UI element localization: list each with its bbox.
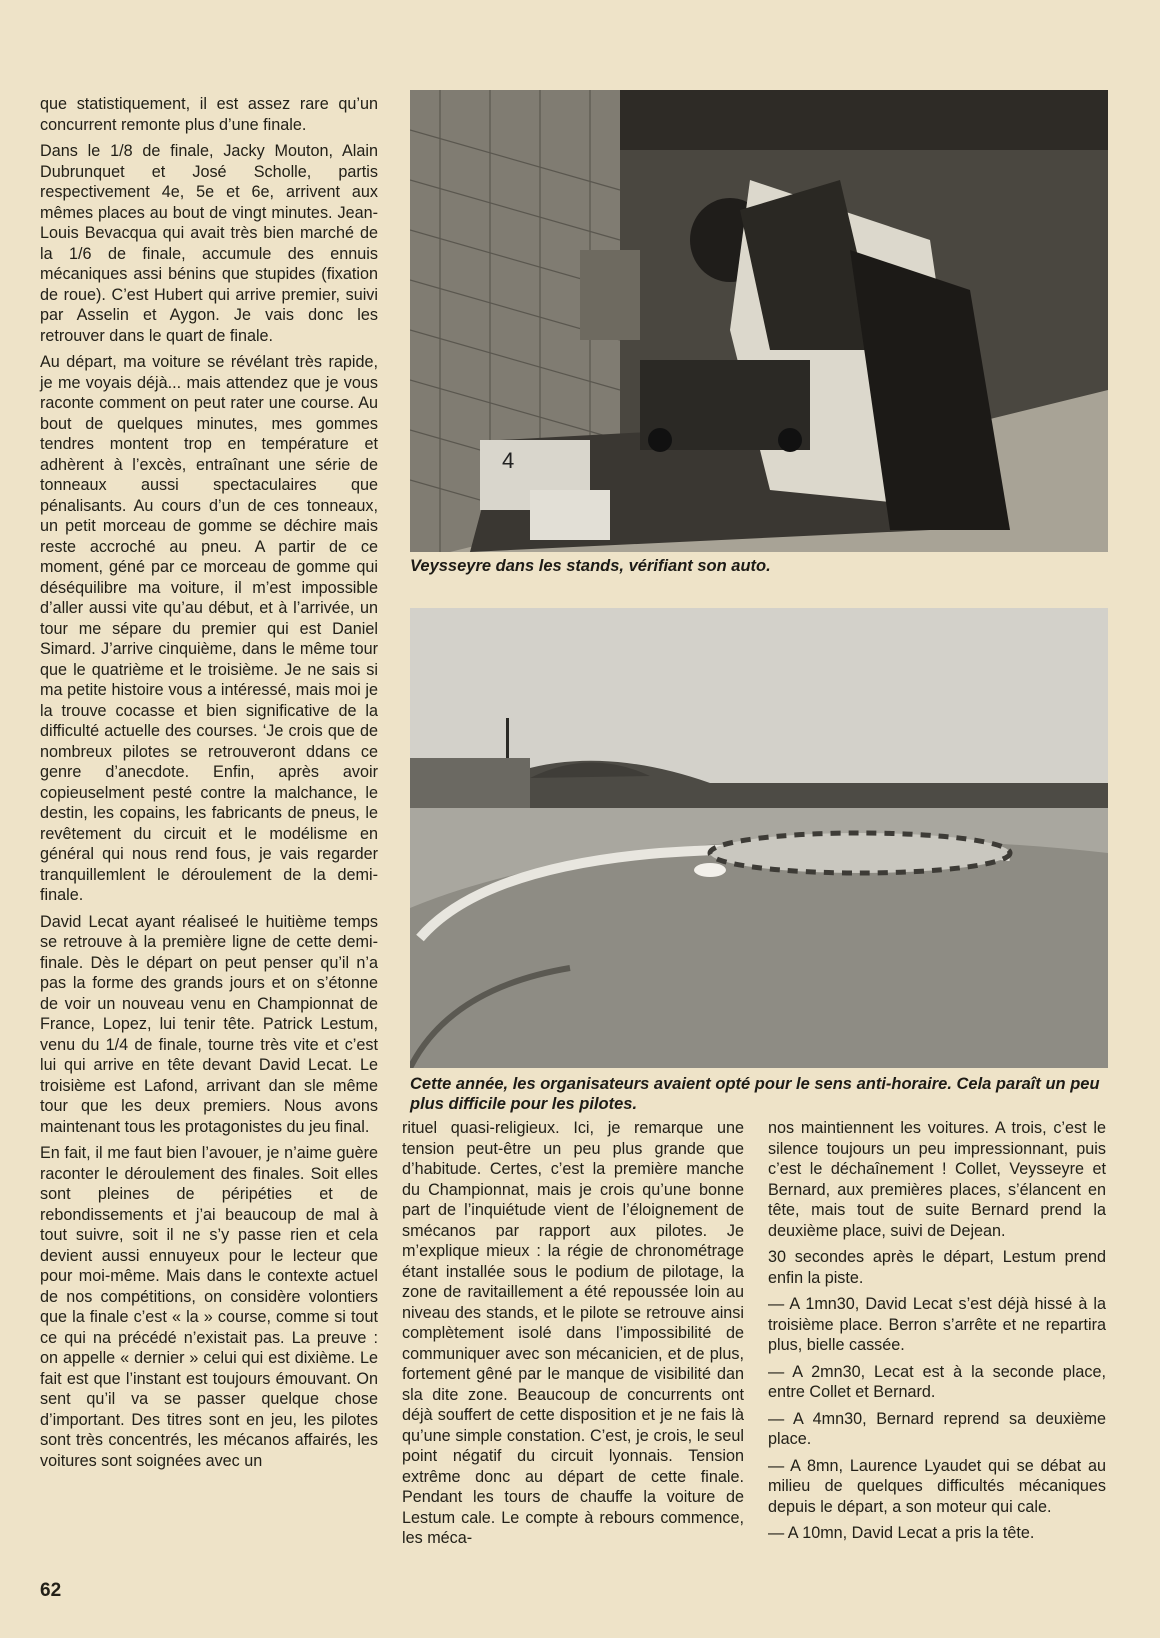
photo-circuit-track: [410, 608, 1108, 1068]
photo-stands-illustration: [410, 90, 1108, 552]
article-column-left: [40, 94, 378, 1477]
paragraph: Au départ, ma voiture se révélant très rapide, je me voyais déjà... mais attendez que je vous raconte comment on peut rater une course. Au bout de quelques minutes, mes gommes tendres montent trop en température et adhèrent à l’excès, entraînant une série de tonneaux aussi spectaculaires que pénalisants. Au cours d’un de ces tonneaux, un petit morceau de gomme se déchire mais reste accroché au pneu. A partir de ce moment, géné par ce morceau de gomme qui déséquilibre ma voiture, il m’est impossible d’aller aussi vite qu’au début, et à l’arrivée, un tour me sépare du premier qui est Daniel Simard. J’arrive cinquième, dans le même tour que le quatrième et le troisième. Je ne sais si ma petite histoire vous a intéressé, mais moi je la trouve cocasse et bien significative de la difficulté actuelle des courses. ‘Je crois que de nombreux pilotes se retrouveront ddans ce genre d’anecdote. Enfin, après avoir copieuselment pesté contre la malchance, le destin, les copains, les fabricants de pneus, le revêtement du circuit et le modélisme en général qui nous rend fous, je vais regarder tranquillemlent le déroulement de la demi-finale.: [40, 353, 378, 904]
paragraph: — A 8mn, Laurence Lyaudet qui se débat au milieu de quelques difficultés mécaniques depuis le départ, a son moteur qui cale.: [768, 1456, 1106, 1516]
paragraph: En fait, il me faut bien l’avouer, je n’aime guère raconter le déroulement des finales. Soit elles sont pleines de péripéties et de rebondissements et j’ai beaucoup de mal à tout suivre, soit il ne s’y passe rien et cela devient aussi ennuyeux pour le lecteur que pour moi-même. Mais dans le contexte actuel de nos compétitions, on considère volontiers que la finale c’est « la » course, comme si tout ce qui na précédé n’existait pas. La preuve : on appelle « dernier » celui qui est dixième. Le fait est que l’instant est toujours émouvant. On sent qu’il va se passer quelque chose d’important. Des titres sont en jeu, les pilotes sont très concentrés, les mécanos affairés, les voitures sont soignées avec un: [40, 1144, 378, 1470]
page-number: 62: [40, 1580, 62, 1601]
paragraph: — A 1mn30, David Lecat s’est déjà hissé à la troisième place. Berron s’arrête et ne repartira plus, bielle cassée.: [768, 1295, 1106, 1354]
paragraph: Dans le 1/8 de finale, Jacky Mouton, Alain Dubrunquet et José Scholle, partis respectivement 4e, 5e et 6e, arrivent aux mêmes places au bout de vingt minutes. Jean-Louis Bevacqua qui avait très bien marché de la 1/6 de finale, accumule des ennuis mécaniques assi bénins que stupides (fixation de roue). C’est Hubert qui arrive premier, suivi par Asselin et Aygon. Je vais donc les retrouver dans le quart de finale.: [40, 142, 378, 345]
paragraph: — A 10mn, David Lecat a pris la tête.: [768, 1524, 1035, 1542]
paragraph: rituel quasi-religieux. Ici, je remarque une tension peut-être un peu plus grande que d’habitude. Certes, c’est la première manche du Championnat, mais je crois qu’une bonne part de l’inquiétude vient de l’éloignement de smécanos par rapport aux pilotes. Je m’explique mieux : la régie de chronométrage étant installée sous le podium de pilotage, la zone de ravitaillement a été repoussée loin au niveau des stands, et le pilote se retrouve ainsi complètement isolé dans l’impossibilité de communiquer avec son mécanicien, et de plus, fortement gêné par le manque de visibilité dan sla dite zone. Beaucoup de concurrents ont déjà souffert de cette disposition et je ne fais là qu’une simple constation. C’est, je crois, le seul point négatif du circuit lyonnais. Tension extrême donc au départ de cette finale. Pendant les tours de chauffe la voiture de Lestum cale. Le compte à rebours commence, les méca-: [402, 1119, 744, 1547]
paragraph: que statistiquement, il est assez rare qu’un concurrent remonte plus d’une finale.: [40, 95, 378, 134]
photo-caption-stands: Veysseyre dans les stands, vérifiant son auto.: [410, 557, 771, 575]
paragraph: nos maintiennent les voitures. A trois, c’est le silence toujours un peu impressionnant, puis c’est le déchaînement ! Collet, Veysseyre et Bernard, aux premières places, s’élancent en tête, mais tout de suite Bernard prend la deuxième place, suivi de Dejean.: [768, 1119, 1106, 1240]
svg-text:4: 4: [502, 448, 515, 473]
article-column-right: [768, 1118, 1106, 1550]
photo-caption-circuit: Cette année, les organisateurs avaient opté pour le sens anti-horaire. Cela paraît un peu plus difficile pour les pilotes.: [410, 1075, 1100, 1113]
paragraph: — A 2mn30, Lecat est à la seconde place, entre Collet et Bernard.: [768, 1362, 1106, 1401]
photo-stands-mechanic: [410, 90, 1108, 552]
photo-circuit-illustration: [410, 608, 1108, 1068]
paragraph: 30 secondes après le départ, Lestum prend enfin la piste.: [768, 1248, 1106, 1287]
paragraph: — A 4mn30, Bernard reprend sa deuxième place.: [768, 1409, 1106, 1448]
article-column-middle: [402, 1118, 744, 1555]
paragraph: David Lecat ayant réaliseé le huitième temps se retrouve à la première ligne de cette demi-finale. Dès le départ on peut penser qu’il n’a pas la forme des grands jours et on s’étonne de voir un nouveau venu en Championnat de France, Lopez, lui tenir tête. Patrick Lestum, venu du 1/4 de finale, tourne très vite et c’est lui qui arrive en tête devant David Lecat. Le troisième est Lafond, arrivant dan sle même tour que les deux premiers. Nous avons maintenant tous les protagonistes du jeu final.: [40, 912, 378, 1136]
